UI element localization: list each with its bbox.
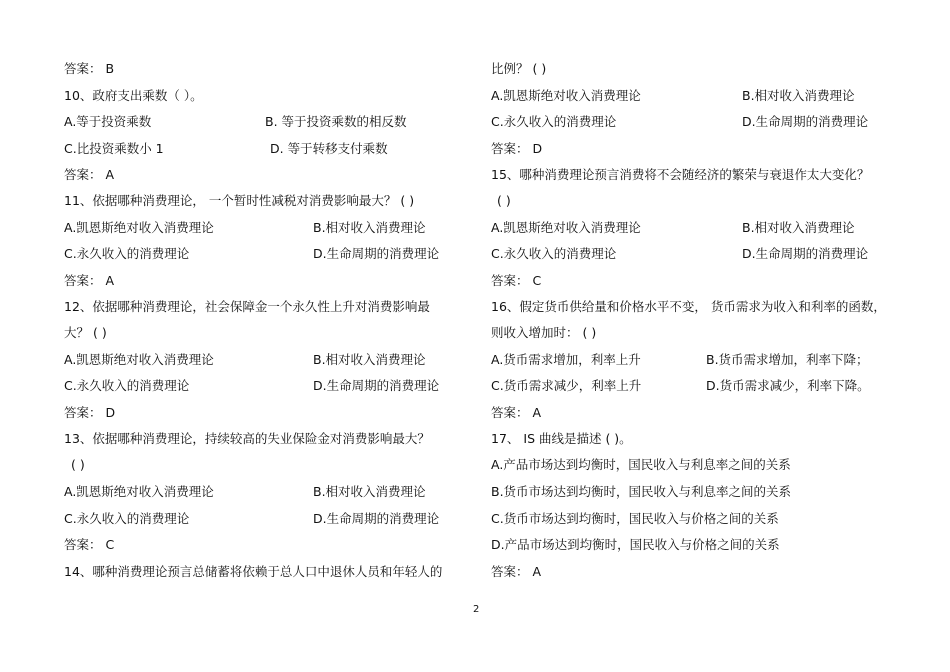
q17-option-a: A.产品市场达到均衡时，国民收入与利息率之间的关系 [491,457,791,472]
q12-option-d: D.生命周期的消费理论 [313,378,440,393]
q15-answer: 答案： C [491,273,542,288]
q12-stem-line2: 大？ ( ) [64,325,107,340]
q17-stem: 17、 IS 曲线是描述 ( )。 [491,431,632,446]
q10-answer: 答案： A [64,167,115,182]
q15-stem-line1: 15、哪种消费理论预言消费将不会随经济的繁荣与衰退作太大变化？ [491,167,870,182]
q11-option-b: B.相对收入消费理论 [313,220,426,235]
q16-option-d: D.货币需求减少，利率下降。 [706,378,870,393]
q12-option-b: B.相对收入消费理论 [313,352,426,367]
q14-stem-line2: 比例？ ( ) [491,61,547,76]
q14-answer: 答案： D [491,141,543,156]
q16-option-b: B.货币需求增加，利率下降； [706,352,869,367]
q11-stem: 11、依据哪种消费理论， 一个暂时性减税对消费影响最大？ ( ) [64,193,415,208]
q13-option-c: C.永久收入的消费理论 [64,511,190,526]
q17-option-c: C.货币市场达到均衡时，国民收入与价格之间的关系 [491,511,779,526]
q14-stem-line1: 14、哪种消费理论预言总储蓄将依赖于总人口中退休人员和年轻人的 [64,564,443,579]
q11-option-a: A.凯恩斯绝对收入消费理论 [64,220,214,235]
q16-stem-line1: 16、假定货币供给量和价格水平不变， 货币需求为收入和利率的函数， [491,299,886,314]
q10-stem: 10、政府支出乘数（ ）。 [64,88,203,103]
q16-option-c: C.货币需求减少，利率上升 [491,378,642,393]
q17-option-d: D.产品市场达到均衡时，国民收入与价格之间的关系 [491,537,780,552]
q15-option-a: A.凯恩斯绝对收入消费理论 [491,220,641,235]
q16-stem-line2: 则收入增加时： ( ) [491,325,597,340]
q10-option-b: B. 等于投资乘数的相反数 [265,114,407,129]
q9-answer: 答案： B [64,61,115,76]
q12-answer: 答案： D [64,405,116,420]
q11-option-c: C.永久收入的消费理论 [64,246,190,261]
q15-option-d: D.生命周期的消费理论 [742,246,869,261]
q13-option-b: B.相对收入消费理论 [313,484,426,499]
page-number: 2 [473,604,480,615]
q15-option-b: B.相对收入消费理论 [742,220,855,235]
q12-option-c: C.永久收入的消费理论 [64,378,190,393]
q10-option-d: D. 等于转移支付乘数 [270,141,388,156]
q13-answer: 答案： C [64,537,115,552]
q14-option-b: B.相对收入消费理论 [742,88,855,103]
q12-option-a: A.凯恩斯绝对收入消费理论 [64,352,214,367]
q16-answer: 答案： A [491,405,542,420]
q10-option-c: C.比投资乘数小 1 [64,141,164,156]
q13-option-a: A.凯恩斯绝对收入消费理论 [64,484,214,499]
q14-option-a: A.凯恩斯绝对收入消费理论 [491,88,641,103]
q14-option-c: C.永久收入的消费理论 [491,114,617,129]
q13-stem-line1: 13、依据哪种消费理论，持续较高的失业保险金对消费影响最大？ [64,431,430,446]
q15-stem-line2: ( ) [497,193,511,208]
q11-option-d: D.生命周期的消费理论 [313,246,440,261]
q10-option-a: A.等于投资乘数 [64,114,152,129]
q12-stem-line1: 12、依据哪种消费理论，社会保障金一个永久性上升对消费影响最 [64,299,430,314]
q17-option-b: B.货币市场达到均衡时，国民收入与利息率之间的关系 [491,484,792,499]
q13-option-d: D.生命周期的消费理论 [313,511,440,526]
q15-option-c: C.永久收入的消费理论 [491,246,617,261]
q14-option-d: D.生命周期的消费理论 [742,114,869,129]
q11-answer: 答案： A [64,273,115,288]
q17-answer: 答案： A [491,564,542,579]
q13-stem-line2: ( ) [71,457,85,472]
q16-option-a: A.货币需求增加，利率上升 [491,352,641,367]
